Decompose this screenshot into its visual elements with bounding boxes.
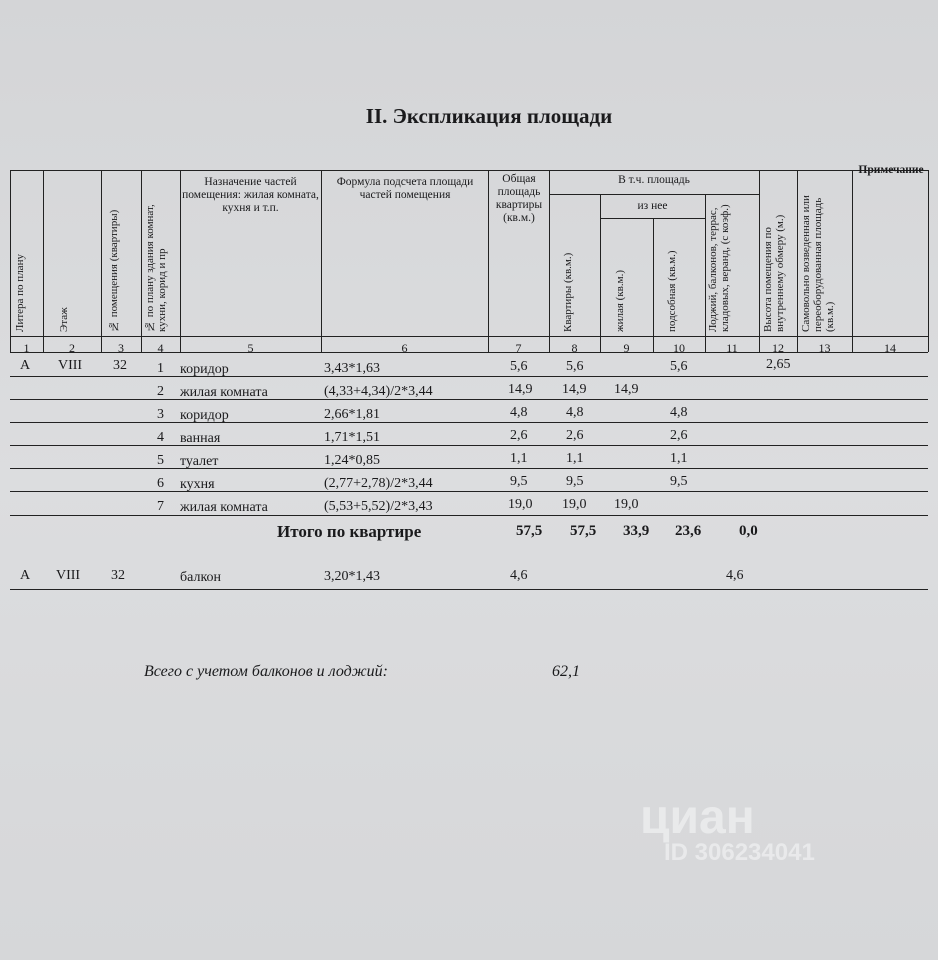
cell-pomeshenie: 32 bbox=[113, 358, 127, 373]
cell-pods: 5,6 bbox=[670, 359, 688, 374]
cell-total: 4,8 bbox=[510, 405, 528, 420]
cell-total: 4,6 bbox=[510, 568, 528, 583]
totals-pods: 23,6 bbox=[675, 523, 702, 539]
cell-kv: 19,0 bbox=[562, 497, 587, 512]
cell-formula: (5,53+5,52)/2*3,43 bbox=[324, 499, 433, 514]
header-lodzhii: Лоджий, балконов, террас, кладовых, веранд, (с коэф.) bbox=[707, 204, 731, 332]
cell-pods: 9,5 bbox=[670, 474, 688, 489]
cell-num: 6 bbox=[157, 476, 164, 491]
header-litera: Литера по плану bbox=[14, 254, 26, 332]
cell-kv: 4,8 bbox=[566, 405, 584, 420]
header-zhilaya: жилая (кв.м.) bbox=[614, 270, 626, 332]
header-formula: Формула подсчета площади частей помещения bbox=[336, 176, 474, 201]
cell-zhil: 19,0 bbox=[614, 497, 639, 512]
totals-label: Итого по квартире bbox=[277, 522, 422, 541]
cell-total: 5,6 bbox=[510, 359, 528, 374]
column-number: 8 bbox=[571, 341, 578, 355]
watermark-id: ID 306234041 bbox=[664, 839, 815, 866]
totals-zhil: 33,9 bbox=[623, 523, 650, 539]
column-number: 5 bbox=[247, 341, 254, 355]
cell-name: туалет bbox=[180, 454, 219, 469]
cell-lodzh: 4,6 bbox=[726, 568, 744, 583]
header-podsobnaya: подсобная (кв.м.) bbox=[666, 250, 678, 332]
column-number: 10 bbox=[673, 341, 685, 355]
cell-name: коридор bbox=[180, 362, 229, 377]
column-number: 7 bbox=[515, 341, 522, 355]
header-nomer-chasti: № по плану здания комнат, кухни, корид и пр bbox=[144, 204, 168, 332]
footer-value: 62,1 bbox=[552, 663, 580, 680]
cell-num: 2 bbox=[157, 384, 164, 399]
column-number: 1 bbox=[23, 341, 30, 355]
cell-total: 19,0 bbox=[508, 497, 533, 512]
cell-kv: 9,5 bbox=[566, 474, 584, 489]
column-number: 9 bbox=[623, 341, 630, 355]
header-samovolno: Самовольно возведенная или переоборудованная площадь (кв.м.) bbox=[800, 195, 836, 332]
cell-name: балкон bbox=[180, 570, 222, 585]
cell-name: ванная bbox=[180, 431, 221, 446]
cell-formula: 2,66*1,81 bbox=[324, 407, 380, 422]
cell-num: 3 bbox=[157, 407, 164, 422]
watermark-logo: циан bbox=[640, 791, 755, 844]
totals-kv: 57,5 bbox=[570, 523, 597, 539]
header-iz-nee: из нее bbox=[637, 200, 668, 212]
document-title: II. Экспликация площади bbox=[365, 104, 613, 128]
cell-num: 5 bbox=[157, 453, 164, 468]
footer-label: Всего с учетом балконов и лоджий: bbox=[144, 663, 388, 680]
header-obshaya: Общая площадь квартиры (кв.м.) bbox=[495, 173, 543, 224]
cell-kv: 2,6 bbox=[566, 428, 584, 443]
column-number: 2 bbox=[69, 341, 75, 355]
cell-formula: 3,20*1,43 bbox=[324, 569, 380, 584]
column-number: 14 bbox=[884, 341, 896, 355]
column-number: 4 bbox=[157, 341, 164, 355]
cell-formula: 3,43*1,63 bbox=[324, 361, 380, 376]
cell-pods: 2,6 bbox=[670, 428, 688, 443]
header-pomeshenie: № помещения (квартиры) bbox=[108, 209, 120, 332]
column-number: 6 bbox=[401, 341, 408, 355]
header-kvartiry: Квартиры (кв.м.) bbox=[562, 252, 574, 332]
header-vtch: В т.ч. площадь bbox=[618, 174, 690, 186]
column-number: 13 bbox=[818, 341, 831, 355]
cell-total: 9,5 bbox=[510, 474, 528, 489]
cell-pods: 1,1 bbox=[670, 451, 688, 466]
header-etazh: Этаж bbox=[58, 307, 70, 332]
cell-num: 4 bbox=[157, 430, 164, 445]
header-naznachenie: Назначение частей помещения: жилая комната, кухня и т.п. bbox=[182, 176, 319, 214]
column-number: 12 bbox=[772, 341, 784, 355]
cell-etazh: VIII bbox=[56, 568, 81, 583]
cell-formula: 1,24*0,85 bbox=[324, 453, 380, 468]
header-primechanie: Примечание bbox=[858, 164, 924, 176]
cell-etazh: VIII bbox=[58, 358, 83, 373]
column-number: 3 bbox=[118, 341, 124, 355]
cell-pomeshenie: 32 bbox=[111, 568, 125, 583]
cell-vysota: 2,65 bbox=[766, 357, 791, 372]
cell-name: жилая комната bbox=[180, 385, 268, 400]
cell-kv: 5,6 bbox=[566, 359, 584, 374]
totals-total: 57,5 bbox=[516, 523, 543, 539]
column-number: 11 bbox=[726, 341, 738, 355]
cell-zhil: 14,9 bbox=[614, 382, 639, 397]
cell-formula: (4,33+4,34)/2*3,44 bbox=[324, 384, 433, 399]
cell-num: 7 bbox=[157, 499, 164, 514]
cell-num: 1 bbox=[157, 361, 164, 376]
cell-total: 14,9 bbox=[508, 382, 533, 397]
cell-name: жилая комната bbox=[180, 500, 268, 515]
cell-name: кухня bbox=[180, 477, 215, 492]
cell-kv: 1,1 bbox=[566, 451, 584, 466]
cell-litera: А bbox=[20, 358, 31, 373]
cell-formula: (2,77+2,78)/2*3,44 bbox=[324, 476, 433, 491]
cell-total: 2,6 bbox=[510, 428, 528, 443]
watermark bbox=[640, 790, 815, 867]
cell-litera: А bbox=[20, 568, 31, 583]
header-vysota: Высота помещения по внутреннему обмеру (м.) bbox=[762, 214, 786, 332]
cell-pods: 4,8 bbox=[670, 405, 688, 420]
cell-kv: 14,9 bbox=[562, 382, 587, 397]
totals-lodzh: 0,0 bbox=[739, 523, 758, 539]
cell-name: коридор bbox=[180, 408, 229, 423]
cell-formula: 1,71*1,51 bbox=[324, 430, 380, 445]
cell-total: 1,1 bbox=[510, 451, 528, 466]
